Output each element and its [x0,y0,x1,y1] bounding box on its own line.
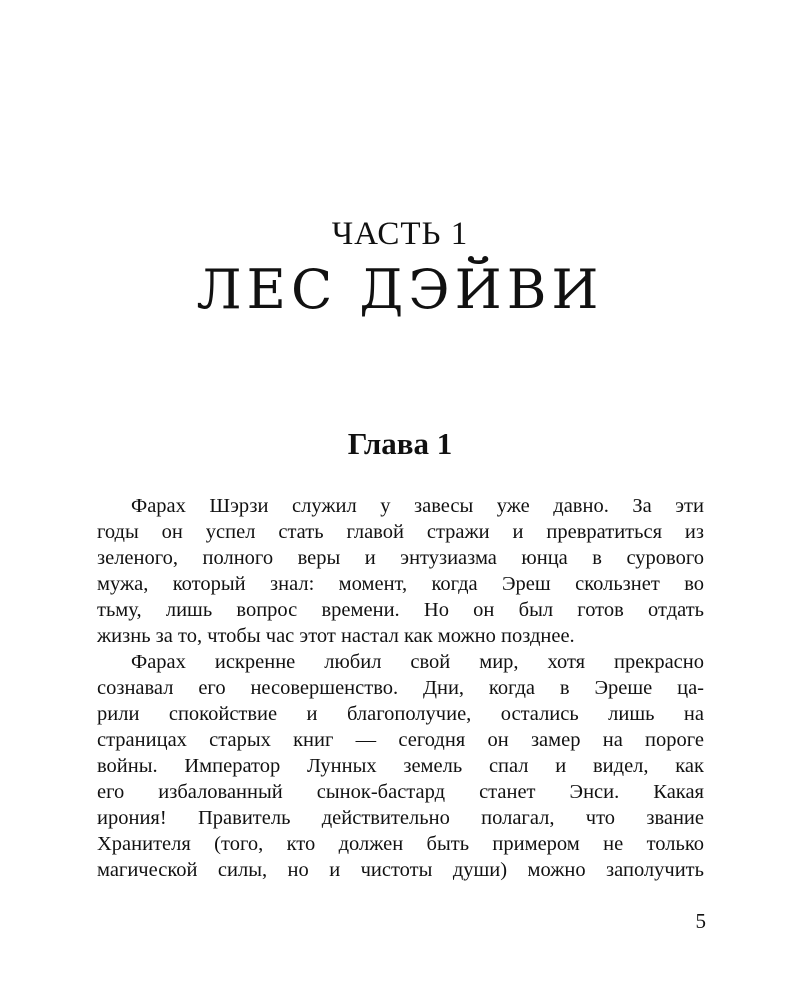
text-line: тьму, лишь вопрос времени. Но он был готов отдать [97,599,704,621]
text-line: войны. Император Лунных земель спал и видел, как [97,755,704,777]
text-line: годы он успел стать главой стражи и превратиться из [97,521,704,543]
text-line: ирония! Правитель действительно полагал, что звание [97,807,704,829]
text-line: жизнь за то, чтобы час этот настал как можно позднее. [97,625,575,647]
text-line: магической силы, но и чистоты души) можно заполучить [97,859,704,881]
text-line: зеленого, полного веры и энтузиазма юнца в сурового [97,547,704,569]
paragraph-2 [97,649,704,883]
text-line: мужа, который знал: момент, когда Эреш скользнет во [97,573,704,595]
chapter-title: Глава 1 [347,426,453,461]
text-line: Фарах искренне любил свой мир, хотя прекрасно [131,651,704,673]
text-line: его избалованный сынок-бастард станет Энси. Какая [97,781,704,803]
part-label: ЧАСТЬ 1 [331,216,469,252]
text-line: сознавал его несовершенство. Дни, когда в Эреше ца- [97,677,704,699]
body-text [97,493,704,883]
text-line: рили спокойствие и благополучие, остались лишь на [97,703,704,725]
text-line: Фарах Шэрзи служил у завесы уже давно. За эти [131,495,704,517]
text-line: страницах старых книг — сегодня он замер на пороге [97,729,704,751]
part-title: ЛЕС ДЭЙВИ [196,258,604,321]
text-line: Хранителя (того, кто должен быть примером не только [97,833,704,855]
page-number: 5 [695,909,706,933]
paragraph-1 [97,493,704,649]
